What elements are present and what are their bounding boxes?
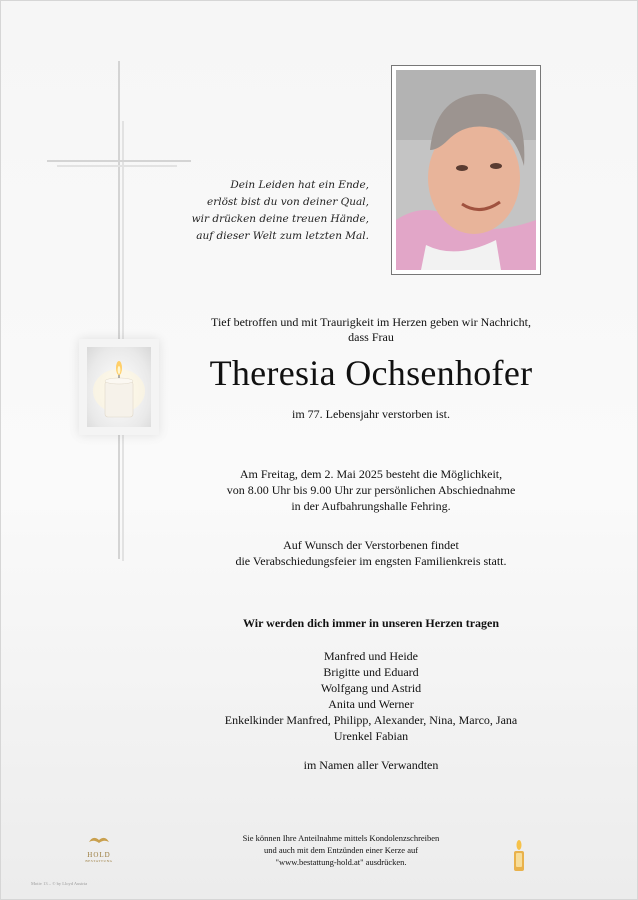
hold-logo-icon [87,834,111,846]
credit-text: Motiv 13 – © by Lloyd Austria [31,881,88,886]
family-member: Enkelkinder Manfred, Philipp, Alexander, Nina, Marco, Jana [224,713,518,727]
family-member: Wolfgang und Astrid [320,681,422,695]
family-member: Brigitte und Eduard [323,665,419,679]
logo-sub: BESTATTUNG [85,859,113,863]
info-line: Auf Wunsch der Verstorbenen findet [283,538,459,552]
candle-picture [79,339,159,435]
poem-line: auf dieser Welt zum letzten Mal. [196,230,369,242]
intro-text [151,315,591,345]
cross-bar [47,160,191,162]
poem-line: erlöst bist du von deiner Qual, [206,196,369,208]
candle-icon [87,347,151,427]
hold-logo [81,833,117,863]
age-text: im 77. Lebensjahr verstorben ist. [292,407,450,421]
portrait-frame [391,65,541,275]
small-candle-icon [511,839,527,878]
logo-word: HOLD [87,851,111,859]
footer-line: "www.bestattung-hold.at" ausdrücken. [275,857,407,867]
ceremony-info [151,537,591,569]
info-line: von 8.00 Uhr bis 9.00 Uhr zur persönlichen Abschiednahme [226,483,516,497]
footer-text [211,832,471,868]
info-line: in der Aufbahrungshalle Fehring. [291,499,451,513]
footer-line: und auch mit dem Entzünden einer Kerze auf [263,845,419,855]
footer-line: Sie können Ihre Anteilnahme mittels Kondolenzschreiben [242,833,440,843]
portrait-photo [396,70,536,270]
motto: Wir werden dich immer in unseren Herzen tragen [242,616,500,630]
poem-line: wir drücken deine treuen Hände, [191,213,369,225]
deceased-name: Theresia Ochsenhofer [209,353,533,393]
info-line: Am Freitag, dem 2. Mai 2025 besteht die Möglichkeit, [239,467,503,481]
poem [169,177,369,245]
family-member: Anita und Werner [328,697,414,711]
cross-icon [118,61,120,559]
poem-line: Dein Leiden hat ein Ende, [230,179,369,191]
cross-bar-inner [57,165,177,167]
closing-text: im Namen aller Verwandten [303,758,439,772]
info-line: die Verabschiedungsfeier im engsten Familienkreis statt. [235,554,507,568]
family-list [151,648,591,744]
family-member: Urenkel Fabian [333,729,409,743]
intro-line: Tief betroffen und mit Traurigkeit im Herzen geben wir Nachricht, [211,315,531,329]
viewing-info [151,466,591,514]
family-member: Manfred und Heide [324,649,418,663]
intro-line: dass Frau [348,330,394,344]
